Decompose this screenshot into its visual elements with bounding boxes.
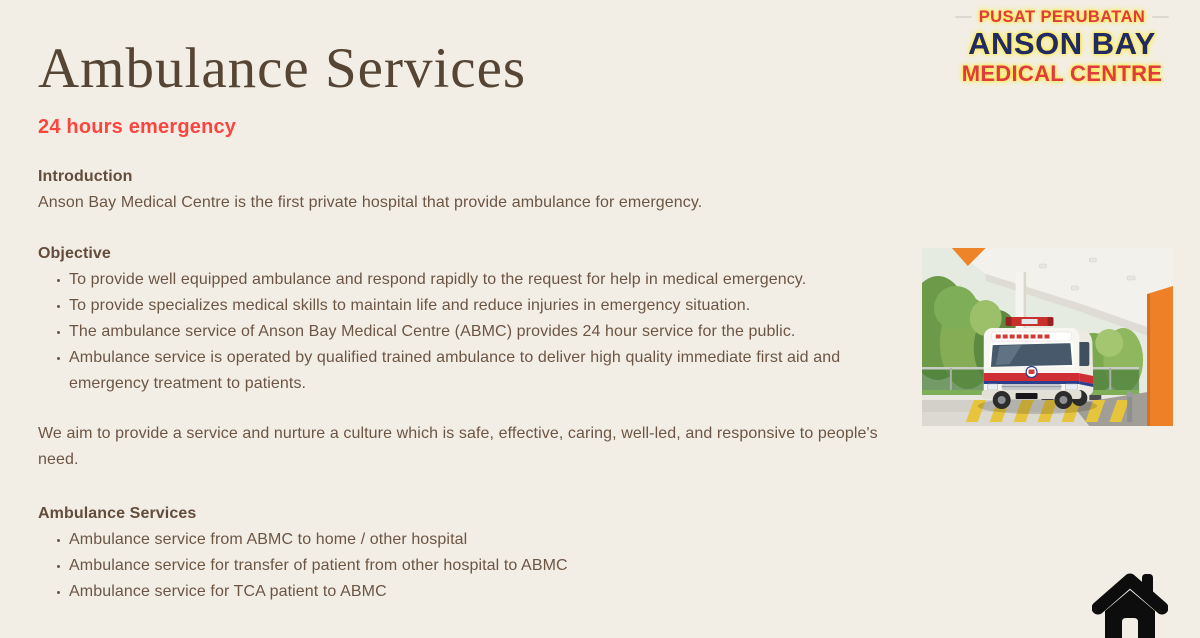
objective-bullet-text: To provide well equipped ambulance and respond rapidly to the request for help in medical emergency.	[69, 271, 807, 288]
introduction-body: Anson Bay Medical Centre is the first private hospital that provide ambulance for emergency.	[38, 194, 703, 211]
logo-descriptor: MEDICAL CENTRE	[961, 61, 1163, 87]
list-item	[38, 267, 858, 293]
bullet-dot	[57, 331, 60, 334]
objective-bullet-text: Ambulance service is operated by qualified trained ambulance to deliver high quality immediate first aid and emergency treatment to patients.	[69, 349, 841, 392]
logo-dash-right	[1152, 16, 1169, 18]
home-icon[interactable]	[1092, 568, 1168, 638]
objective-bullet-text: To provide specializes medical skills to maintain life and reduce injuries in emergency situation.	[69, 297, 751, 314]
list-item	[38, 319, 858, 345]
services-bullet-text: Ambulance service from ABMC to home / other hospital	[69, 531, 468, 548]
aim-paragraph: We aim to provide a service and nurture a culture which is safe, effective, caring, well-led, and responsive to people's need.	[38, 425, 878, 468]
section-introduction	[38, 164, 918, 216]
section-objective	[38, 241, 918, 397]
bullet-dot	[57, 539, 60, 542]
introduction-heading: Introduction	[38, 168, 133, 185]
bullet-dot	[57, 591, 60, 594]
logo-tagline-row	[942, 8, 1182, 26]
list-item	[38, 293, 858, 319]
main-content	[38, 164, 918, 605]
logo-tagline: PUSAT PERUBATAN	[978, 8, 1146, 26]
logo-dash-left	[955, 16, 972, 18]
ambulance-vehicle	[978, 317, 1098, 414]
bullet-dot	[57, 305, 60, 308]
bullet-dot	[57, 357, 60, 360]
services-bullet-text: Ambulance service for TCA patient to ABMC	[69, 583, 387, 600]
brand-logo	[942, 8, 1182, 87]
home-icon-glyph	[1092, 568, 1168, 638]
list-item	[38, 553, 858, 579]
list-item	[38, 527, 858, 553]
section-ambulance-services	[38, 501, 918, 605]
ambulance-services-heading: Ambulance Services	[38, 505, 197, 522]
services-bullet-list	[38, 527, 918, 605]
list-item	[38, 345, 858, 397]
list-item	[38, 579, 858, 605]
bullet-dot	[57, 565, 60, 568]
objective-heading: Objective	[38, 245, 111, 262]
page-title: Ambulance Services	[38, 37, 527, 100]
logo-hospital-name: ANSON BAY	[968, 26, 1156, 62]
subtitle-24-hours-emergency: 24 hours emergency	[38, 116, 237, 138]
services-bullet-text: Ambulance service for transfer of patient from other hospital to ABMC	[69, 557, 568, 574]
objective-bullet-text: The ambulance service of Anson Bay Medical Centre (ABMC) provides 24 hour service for the public.	[69, 323, 796, 340]
objective-bullet-list	[38, 267, 918, 397]
bullet-dot	[57, 279, 60, 282]
ambulance-photo-art	[922, 248, 1173, 426]
ambulance-photo	[922, 248, 1173, 426]
